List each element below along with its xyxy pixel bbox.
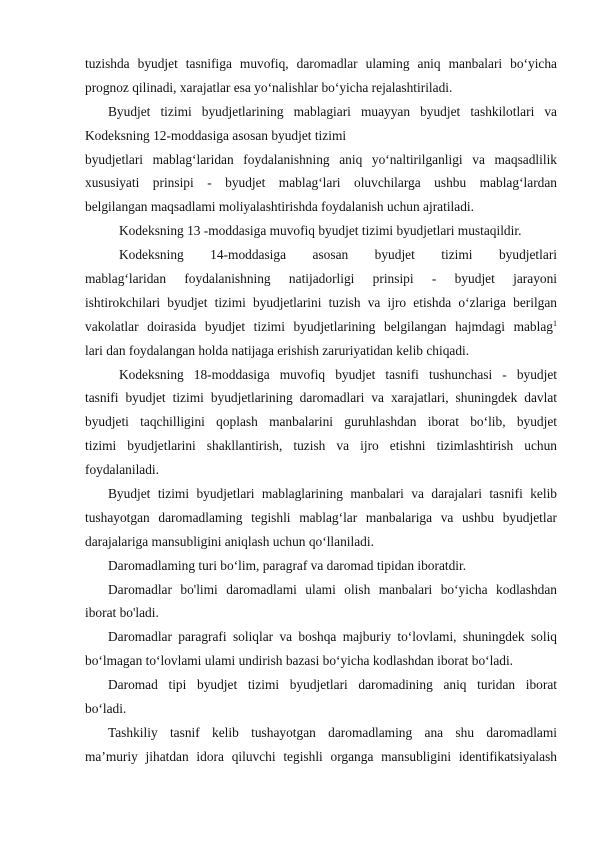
text-line-content: ishtirokchilari byudjet tizimi byudjetlarini tuzish va ijro etishda o‘zlariga berilgan bbox=[85, 294, 557, 310]
text-line-content: lari dan foydalangan holda natijaga erishish zaruriyatidan kelib chiqadi. bbox=[85, 342, 470, 358]
text-line-content: tizimi byudjetlarini shakllantirish, tuzish va ijro etishni tizimlashtirish uchun bbox=[85, 438, 557, 454]
text-line-content: iborat bo'ladi. bbox=[85, 605, 159, 621]
text-line bbox=[85, 52, 557, 76]
text-line bbox=[85, 554, 557, 578]
text-line bbox=[85, 315, 557, 339]
text-line bbox=[85, 100, 557, 124]
text-line bbox=[85, 458, 557, 482]
text-line-content: Tashkiliy tasnif kelib tushayotgan daromadlaming ana shu daromadlami bbox=[108, 724, 557, 740]
text-line-content: Daromadlar bo'limi daromadlami ulami olish manbalari bo‘yicha kodlashdan bbox=[108, 581, 557, 597]
text-line-content: Daromadlaming turi bo‘lim, paragraf va daromad tipidan iboratdir. bbox=[108, 557, 467, 573]
text-line-content: Kodeksning 14-moddasiga asosan byudjet tizimi byudjetlari bbox=[119, 247, 557, 263]
footnote-marker: 1 bbox=[553, 318, 557, 328]
text-line bbox=[85, 434, 557, 458]
text-line bbox=[85, 363, 557, 387]
text-line bbox=[85, 195, 557, 219]
text-line bbox=[85, 649, 557, 673]
text-line bbox=[85, 171, 557, 195]
text-line-content: bo‘lmagan to‘lovlami ulami undirish bazasi bo‘yicha kodlashdan iborat bo‘ladi. bbox=[85, 653, 514, 669]
text-line bbox=[85, 578, 557, 602]
text-line bbox=[85, 530, 557, 554]
text-line bbox=[85, 625, 557, 649]
text-line bbox=[85, 721, 557, 745]
text-line bbox=[85, 673, 557, 697]
text-line bbox=[85, 291, 557, 315]
document-page bbox=[85, 52, 557, 769]
text-line-content: Kodeksning 12-moddasiga asosan byudjet tizimi bbox=[85, 127, 347, 143]
text-line-content: foydalaniladi. bbox=[85, 462, 159, 478]
text-line bbox=[85, 76, 557, 100]
text-line-content: prognoz qilinadi, xarajatlar esa yo‘nalishlar bo‘yicha rejalashtiriladi. bbox=[85, 79, 453, 95]
text-line bbox=[85, 506, 557, 530]
text-line bbox=[85, 243, 557, 267]
text-line bbox=[85, 386, 557, 410]
text-line-content: belgilangan maqsadlami moliyalashtirishda foydalanish uchun ajratiladi. bbox=[85, 199, 474, 215]
text-line-content: Byudjet tizimi byudjetlarining mablagiari muayyan byudjet tashkilotlari va bbox=[108, 103, 557, 119]
text-line-content: mablag‘laridan foydalanishning natijadorligi prinsipi - byudjet jarayoni bbox=[85, 271, 557, 287]
text-line-content: Kodeksning 18-moddasiga muvofiq byudjet tasnifi tushunchasi - byudjet bbox=[119, 366, 557, 382]
text-line-content: ma’muriy jihatdan idora qiluvchi tegishli organga mansubligini identifikatsiyalash bbox=[85, 748, 557, 764]
text-line bbox=[85, 124, 557, 148]
text-line-content: xususiyati prinsipi - byudjet mablag‘lari oluvchilarga ushbu mablag‘lardan bbox=[85, 175, 557, 191]
text-line-content: byudjetlari mablag‘laridan foydalanishning aniq yo‘naltirilganligi va maqsadlilik bbox=[85, 151, 557, 167]
text-line-content: Daromad tipi byudjet tizimi byudjetlari daromadining aniq turidan iborat bbox=[108, 677, 557, 693]
text-line-content: darajalariga mansubligini aniqlash uchun qo‘llaniladi. bbox=[85, 533, 374, 549]
text-line bbox=[85, 745, 557, 769]
text-line-content: Byudjet tizimi byudjetlari mablaglarining manbalari va darajalari tasnifi kelib bbox=[108, 486, 557, 502]
text-line-content: tasnifi byudjet tizimi byudjetlarining daromadlari va xarajatlari, shuningdek davlat bbox=[85, 390, 557, 406]
text-line bbox=[85, 219, 557, 243]
text-line-content: bo‘ladi. bbox=[85, 701, 127, 717]
text-line bbox=[85, 339, 557, 363]
text-line-content: Kodeksning 13 -moddasiga muvofiq byudjet tizimi byudjetlari mustaqildir. bbox=[119, 223, 522, 239]
text-line-content: byudjeti taqchilligini qoplash manbalarini guruhlashdan iborat bo‘lib, byudjet bbox=[85, 414, 557, 430]
text-line-content: tushayotgan daromadlaming tegishli mablag‘lar manbalariga va ushbu byudjetlar bbox=[85, 509, 557, 525]
text-line bbox=[85, 410, 557, 434]
text-line-content: tuzishda byudjet tasnifiga muvofiq, daromadlar ulaming aniq manbalari bo‘yicha bbox=[85, 56, 557, 71]
text-line-content: Daromadlar paragrafi soliqlar va boshqa majburiy to‘lovlami, shuningdek soliq bbox=[108, 629, 557, 645]
text-line bbox=[85, 267, 557, 291]
text-line bbox=[85, 601, 557, 625]
text-line bbox=[85, 697, 557, 721]
text-line bbox=[85, 148, 557, 172]
text-line bbox=[85, 482, 557, 506]
text-line-content: vakolatlar doirasida byudjet tizimi byudjetlarining belgilangan hajmdagi mablag bbox=[85, 318, 553, 334]
